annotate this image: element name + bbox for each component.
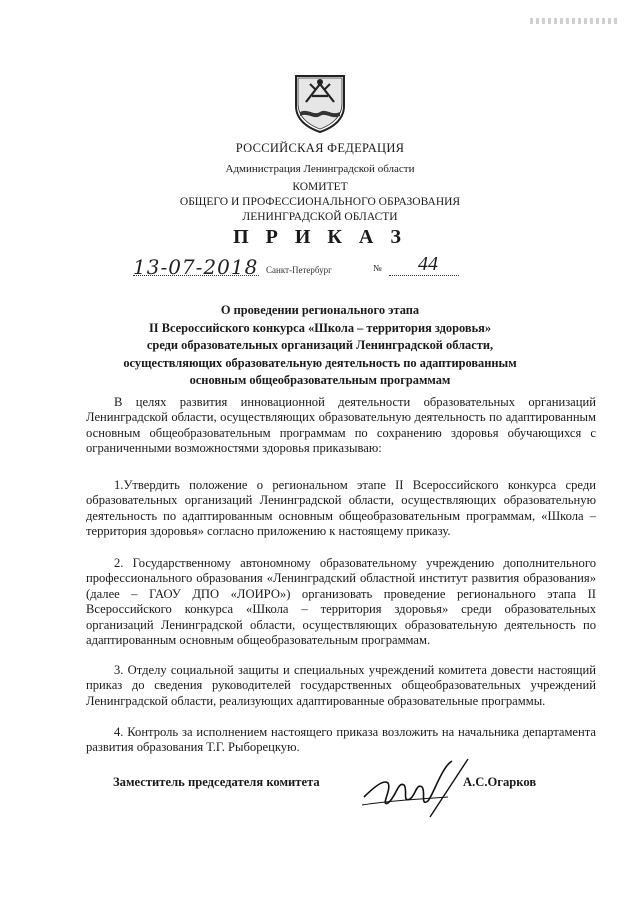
committee-name: [0, 180, 640, 225]
subject-line: среди образовательных организаций Ленинградской области,: [146, 338, 494, 352]
subject-line: основным общеобразовательным программам: [189, 373, 451, 387]
paragraph-text: 3. Отделу социальной защиты и специальных учреждений комитета довести настоящий приказ до сведения руководителей государственных общеобразовательных учреждений Ленинградской области, реализующих адаптированные образовательные программы.: [86, 663, 596, 708]
committee-line: ОБЩЕГО И ПРОФЕССИОНАЛЬНОГО ОБРАЗОВАНИЯ: [179, 196, 461, 208]
administration-name: Администрация Ленинградской области: [225, 163, 415, 175]
signatory-name: А.С.Огарков: [463, 775, 537, 789]
date-number-line: [133, 255, 463, 277]
order-date: 13-07-2018: [133, 255, 259, 279]
number-label: №: [373, 263, 382, 273]
paragraph-text: В целях развития инновационной деятельности образовательных организаций Ленинградской области, осуществляющих образовательную деятельность по адаптированным основным общеобразовательным программам по сохранению здоровья обучающихся с ограниченными возможностями здоровья приказываю:: [86, 395, 596, 456]
item-paragraph: [86, 556, 596, 648]
coat-of-arms-icon: [290, 72, 350, 134]
subject-line: осуществляющих образовательную деятельность по адаптированным: [123, 355, 517, 370]
signatory-title: Заместитель председателя комитета: [113, 775, 320, 789]
document-type: П Р И К А З: [233, 226, 407, 248]
committee-line: КОМИТЕТ: [292, 181, 348, 193]
committee-line: ЛЕНИНГРАДСКОЙ ОБЛАСТИ: [242, 211, 398, 223]
order-number: 44: [418, 253, 438, 275]
preamble-paragraph: [86, 395, 596, 457]
order-city: Санкт-Петербург: [266, 265, 332, 275]
country-name: РОССИЙСКАЯ ФЕДЕРАЦИЯ: [235, 141, 405, 155]
item-paragraph: [86, 725, 596, 756]
item-paragraph: [86, 663, 596, 709]
subject-line: II Всероссийского конкурса «Школа – территория здоровья»: [148, 320, 492, 335]
paragraph-text: 2. Государственному автономному образовательному учреждению дополнительного профессионального образования «Ленинградский областной институт развития образования» (далее – ГАОУ ДПО «ЛОИРО») организовать проведение регионального этапа II Всероссийского конкурса «Школа – территория здоровья» среди образовательных организаций Ленинградской области, осуществляющих образовательную деятельность по адаптированным основным общеобразовательным программам.: [86, 556, 596, 648]
date-underline: [133, 275, 259, 276]
paragraph-text: 4. Контроль за исполнением настоящего приказа возложить на начальника департамента развития образования Т.Г. Рыборецкую.: [86, 725, 596, 755]
item-paragraph: [86, 478, 596, 540]
handwritten-signature: [358, 757, 474, 819]
scan-artifact: [530, 18, 620, 24]
order-subject: [0, 302, 640, 390]
paragraph-text: 1.Утвердить положение о региональном этапе II Всероссийского конкурса среди образовательных организаций Ленинградской области, осуществляющих образовательную деятельность по адаптированным основным общеобразовательным программам, «Школа – территория здоровья» согласно приложению к настоящему приказу.: [86, 478, 596, 539]
subject-line: О проведении регионального этапа: [220, 303, 420, 317]
